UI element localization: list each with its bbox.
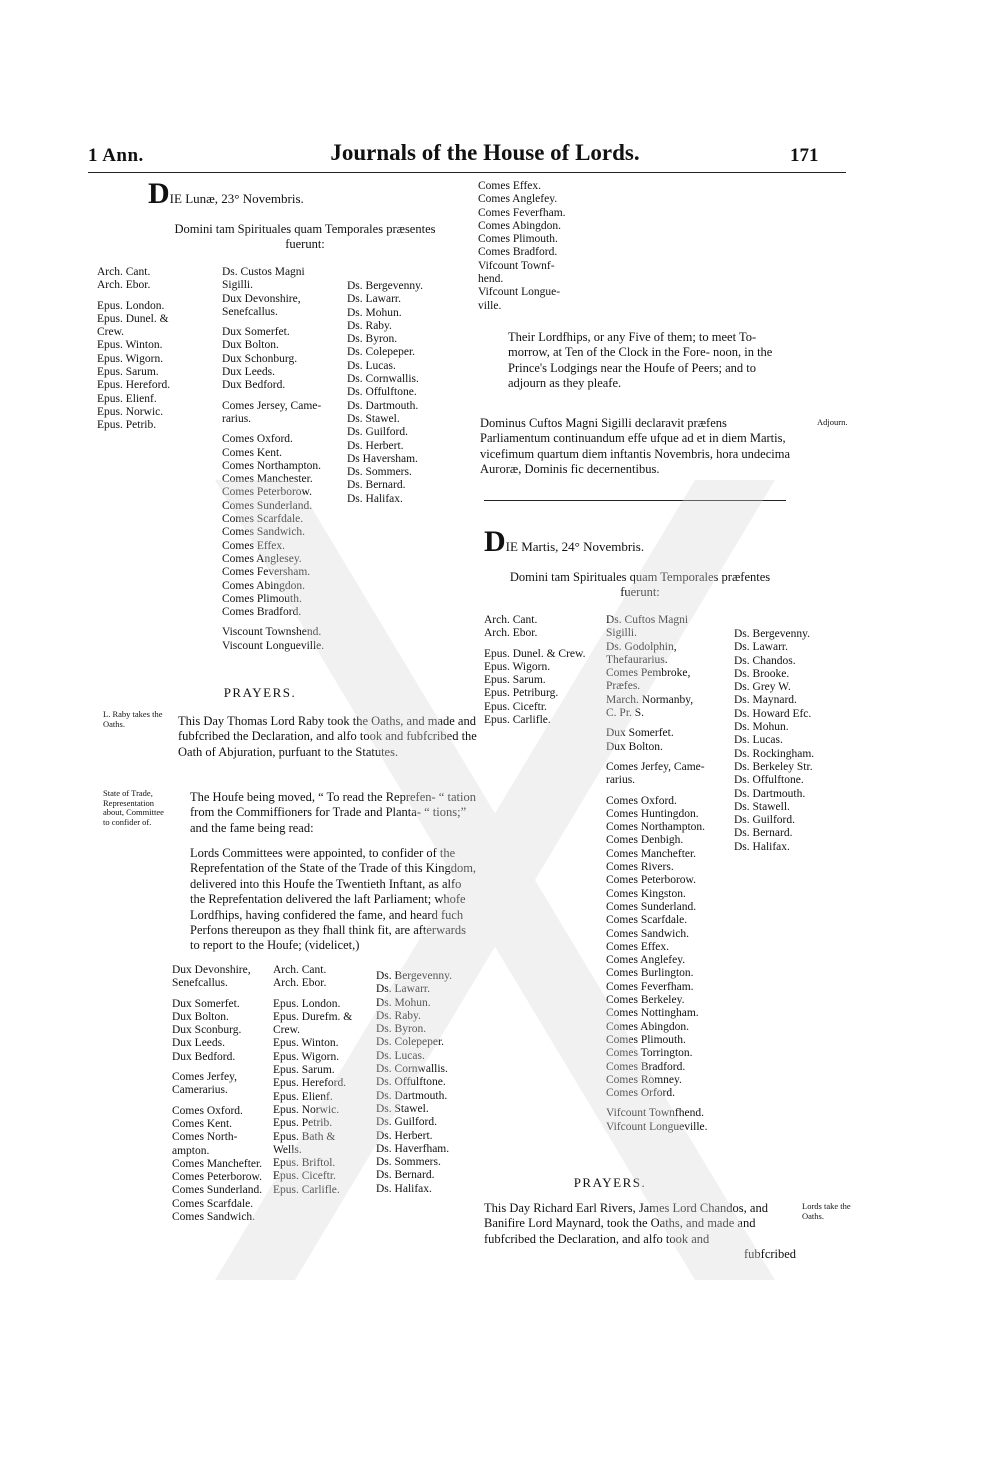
list-entry: Epus. Bath & <box>273 1130 336 1143</box>
list-entry: Vifcount Townf- <box>478 259 555 272</box>
list-entry: Ds. Herbert. <box>376 1129 433 1142</box>
list-entry: Epus. Carlifle. <box>273 1183 340 1196</box>
list-entry: Comes Sandwich. <box>606 927 690 940</box>
list-entry <box>172 1064 262 1071</box>
day1-present-line2: fuerunt: <box>285 237 325 252</box>
list-entry: Ds. Cornwallis. <box>376 1063 448 1076</box>
list-entry: Comes Anglefey. <box>606 954 686 967</box>
journal-title: Journals of the House of Lords. <box>330 140 640 165</box>
committee-col2 <box>273 964 352 1197</box>
day1-attendance-col1 <box>97 266 170 433</box>
list-entry: Ds. Maynard. <box>734 694 797 707</box>
list-entry: Comes Nottingham. <box>606 1007 699 1020</box>
list-entry: Comes Bradford. <box>478 246 558 259</box>
list-entry: Comes Scarfdale. <box>172 1197 254 1210</box>
list-entry: ville. <box>478 299 502 312</box>
list-entry: Dux Bolton. <box>222 339 279 352</box>
list-entry: Ds. Brooke. <box>734 667 790 680</box>
list-entry: Ds. Haverfham. <box>376 1142 450 1155</box>
day2-attendance-col2 <box>606 614 708 1134</box>
list-entry: Senefcallus. <box>172 977 228 990</box>
list-entry: Crew. <box>97 326 125 339</box>
list-entry: Epus. London. <box>97 299 165 312</box>
list-entry <box>222 619 324 626</box>
list-entry: Epus. Petrib. <box>273 1117 333 1130</box>
list-entry: Ds. Raby. <box>347 319 392 332</box>
list-entry: Ds. Sommers. <box>347 466 412 479</box>
day1-present <box>130 222 480 253</box>
list-entry: Ds. Halifax. <box>376 1182 432 1195</box>
list-entry <box>222 426 324 433</box>
list-entry: Arch. Cant. <box>273 964 327 976</box>
list-entry: Dux Sconburg. <box>172 1024 242 1037</box>
list-entry <box>606 788 708 795</box>
list-entry: Ds. Bernard. <box>734 827 793 840</box>
list-entry <box>222 393 324 400</box>
list-entry: Comes Feverfham. <box>478 206 566 219</box>
list-entry: Epus. Norwic. <box>97 405 164 418</box>
list-entry: Comes Plimouth. <box>222 592 302 605</box>
list-entry: Ds. Herbert. <box>347 439 404 452</box>
list-entry: Vifcount Longueville. <box>606 1120 708 1133</box>
list-entry: Comes Peterborow. <box>606 874 696 887</box>
list-entry: Comes Pembroke, <box>606 667 691 680</box>
list-entry: Dux Schonburg. <box>222 352 298 365</box>
day2-present-line2: fuerunt: <box>620 585 660 600</box>
list-entry: Crew. <box>273 1024 301 1037</box>
list-entry: Ds. Offulftone. <box>376 1076 446 1089</box>
list-entry: Ds. Colepeper. <box>347 346 416 359</box>
list-entry: Comes Oxford. <box>606 794 677 807</box>
list-entry: Dux Bedford. <box>222 379 286 392</box>
section-rule <box>484 500 786 501</box>
list-entry: Wells. <box>273 1143 302 1156</box>
list-entry: Dux Devonshire, <box>172 964 251 976</box>
list-entry: Vifcount Longue- <box>478 286 561 299</box>
list-entry: Dux Somerfet. <box>222 326 290 339</box>
list-entry: Epus. Winton. <box>97 339 163 352</box>
list-entry: C. Pr. S. <box>606 707 645 720</box>
list-entry: Ds. Lucas. <box>734 734 783 747</box>
list-entry: Comes Berkeley. <box>606 994 685 1007</box>
list-entry: Epus. Hereford. <box>273 1077 347 1090</box>
list-entry <box>222 319 324 326</box>
list-entry: Ds. Byron. <box>347 333 398 346</box>
committee-col3 <box>376 970 452 1196</box>
raby-paragraph: This Day Thomas Lord Raby took the Oaths, and made and fubfcribed the Declaration, and alfo took and fubfcribed the Oath of Abjuration, purfuant to the Statutes. <box>178 714 477 759</box>
list-entry: Comes Kingston. <box>606 887 686 900</box>
list-entry: Epus. Durefm. & <box>273 1010 353 1023</box>
list-entry: Comes Sunderland. <box>606 900 697 913</box>
list-entry: Comes Anglefey. <box>478 193 558 206</box>
list-entry: Ds. Grey W. <box>734 681 791 694</box>
committee-paragraph: Lords Committees were appointed, to confider of the Reprefentation of the State of the Trade of this Kingdom, delivered into this Houfe the Twentieth Inftant, as alfo the Reprefentation delivered the laft Parliament; whofe Lordfhips, having confidered the fame, and heard fuch Perfons thereupon as they fhall think fit, are afterwards to report to the Houfe; (videlicet,) <box>190 846 477 953</box>
list-entry: Epus. Winton. <box>273 1037 339 1050</box>
list-entry: Ds. Halifax. <box>347 492 403 505</box>
trade-paragraph: The Houfe being moved, “ To read the Reprefen- “ tation from the Commiffioners for Trade and Planta- “ tions;” and the fame being read: <box>190 790 476 835</box>
list-entry: Comes Jerfey, Came- <box>606 760 705 773</box>
list-entry: Camerarius. <box>172 1084 228 1097</box>
list-entry: Comes Feverfham. <box>606 980 694 993</box>
list-entry: Ds. Bernard. <box>347 479 406 492</box>
meeting-paragraph: Their Lordfhips, or any Five of them; to meet To-morrow, at Ten of the Clock in the Fore- noon, in the Prince's Lodgings near the Houfe of Peers; and to adjourn as they pleafe. <box>508 330 773 391</box>
list-entry: Comes Oxford. <box>172 1104 243 1117</box>
list-entry: Arch. Ebor. <box>484 627 538 640</box>
list-entry: Epus. Petrib. <box>97 419 157 432</box>
list-entry: Epus. Wigorn. <box>273 1050 340 1063</box>
list-entry: Comes Abingdon. <box>606 1020 690 1033</box>
raby-margin-note: L. Raby takes the Oaths. <box>103 709 163 729</box>
day2-present-line1: Domini tam Spirituales quam Temporales præfentes <box>509 570 771 584</box>
list-entry: Epus. Elienf. <box>273 1090 333 1103</box>
header-rule <box>88 172 846 173</box>
list-entry: Comes Torrington. <box>606 1047 693 1060</box>
committee-continuation <box>478 180 566 313</box>
list-entry <box>97 293 170 300</box>
list-entry: Epus. London. <box>273 997 341 1010</box>
list-entry: Epus. Hereford. <box>97 379 171 392</box>
list-entry: Ds. Bergevenny. <box>734 628 811 640</box>
list-entry <box>172 1098 262 1105</box>
list-entry: Dux Bolton. <box>606 740 663 753</box>
list-entry: Epus. Briftol. <box>273 1157 336 1170</box>
list-entry: Ds. Godolphin, <box>606 640 677 653</box>
list-entry: rarius. <box>222 412 252 425</box>
list-entry: Epus. Dunel. & Crew. <box>484 647 586 660</box>
list-entry: Ds. Colepeper. <box>376 1036 445 1049</box>
list-entry: Comes Huntingdon. <box>606 807 699 820</box>
list-entry: Comes Scarfdale. <box>606 914 688 927</box>
day2-prayers: PRAYERS. <box>573 1175 647 1190</box>
list-entry: Ds. Dartmouth. <box>347 399 419 412</box>
list-entry: Epus. Wigorn. <box>484 660 551 673</box>
list-entry: Comes Northampton. <box>222 459 322 472</box>
list-entry: Comes Manchester. <box>222 473 313 486</box>
list-entry: Comes Peterborow. <box>172 1171 262 1184</box>
list-entry: Epus. Ciceftr. <box>273 1170 336 1183</box>
list-entry: Ds. Stawell. <box>734 800 790 813</box>
list-entry: Ds. Offulftone. <box>734 774 804 787</box>
list-entry: Comes Effex. <box>606 940 670 953</box>
list-entry: Epus. Elienf. <box>97 392 157 405</box>
list-entry: Comes Bradford. <box>222 606 302 619</box>
list-entry: Dux Leeds. <box>172 1037 226 1050</box>
list-entry <box>606 1100 708 1107</box>
list-entry: Comes Jerfey, <box>172 1071 238 1084</box>
list-entry: Arch. Cant. <box>97 266 151 278</box>
list-entry: Comes Plimouth. <box>606 1033 686 1046</box>
list-entry: Viscount Townshend. <box>222 626 322 639</box>
list-entry: Arch. Cant. <box>484 614 538 626</box>
list-entry: Ds. Dartmouth. <box>376 1089 448 1102</box>
list-entry: Comes North- <box>172 1131 238 1144</box>
list-entry: Comes Manchefter. <box>606 847 697 860</box>
day1-attendance-col2 <box>222 266 324 653</box>
list-entry: Arch. Ebor. <box>273 977 327 990</box>
list-entry: Ds. Rockingham. <box>734 747 815 760</box>
day2-attendance-col1 <box>484 614 585 727</box>
list-entry: Comes Rivers. <box>606 861 674 874</box>
list-entry: Ds. Lawarr. <box>376 983 430 996</box>
list-entry: Ds. Mohun. <box>734 721 789 734</box>
list-entry: Dux Bolton. <box>172 1010 229 1023</box>
list-entry: Ds Haversham. <box>347 452 418 465</box>
list-entry: Epus. Sarum. <box>273 1064 335 1077</box>
list-entry: Epus. Norwic. <box>273 1103 340 1116</box>
list-entry: Epus. Sarum. <box>484 674 546 687</box>
list-entry: Viscount Longueville. <box>222 639 325 652</box>
list-entry: Dux Bedford. <box>172 1050 236 1063</box>
list-entry: Comes Sandwich. <box>222 526 306 539</box>
oaths-paragraph: This Day Richard Earl Rivers, James Lord Chandos, and Banifire Lord Maynard, took the Oaths, and made and fubfcribed the Declaration, and alfo took and <box>484 1201 768 1246</box>
day1-attendance-col3 <box>347 280 423 506</box>
list-entry: Comes Scarfdale. <box>222 513 304 526</box>
list-entry: Dux Leeds. <box>222 366 276 379</box>
list-entry: Vifcount Townfhend. <box>606 1107 704 1120</box>
list-entry: Præfes. <box>606 680 641 693</box>
list-entry: Ds. Chandos. <box>734 654 796 667</box>
list-entry: Ds. Lucas. <box>376 1049 425 1062</box>
day1-heading-text: IE Lunæ, 23° Novembris. <box>169 191 304 206</box>
list-entry: Ds. Bergevenny. <box>376 970 453 982</box>
day1-present-line1: Domini tam Spirituales quam Temporales præsentes <box>174 222 436 236</box>
list-entry: Comes Feversham. <box>222 566 311 579</box>
day1-heading <box>148 177 304 210</box>
list-entry <box>484 641 585 648</box>
day1-prayers: PRAYERS. <box>223 685 297 700</box>
list-entry: hend. <box>478 273 504 286</box>
list-entry: Comes Anglesey. <box>222 552 302 565</box>
list-entry: Ds. Cornwallis. <box>347 373 419 386</box>
list-entry: Ds. Cuftos Magni <box>606 614 689 626</box>
day2-dropcap: D <box>484 525 506 558</box>
list-entry: rarius. <box>606 774 636 787</box>
list-entry: Epus. Ciceftr. <box>484 700 547 713</box>
day1-dropcap: D <box>148 177 170 210</box>
adjourn-paragraph: Dominus Cuftos Magni Sigilli declaravit præfens Parliamentum continuandum effe ufque ad et in diem Martis, vicefimum quartum diem inftantis Novembris, hora undecima Auroræ, Dominis fic decernentibus. <box>480 416 790 477</box>
list-entry: Comes Abingdon. <box>222 579 306 592</box>
list-entry: Comes Burlington. <box>606 967 694 980</box>
list-entry: ampton. <box>172 1144 210 1157</box>
list-entry: Comes Kent. <box>172 1117 233 1130</box>
day2-present <box>470 570 810 601</box>
list-entry <box>606 754 708 761</box>
list-entry: Ds. Stawel. <box>376 1102 429 1115</box>
list-entry: Comes Romney. <box>606 1073 682 1086</box>
list-entry: Epus. Sarum. <box>97 366 159 379</box>
list-entry: Comes Sandwich. <box>172 1211 256 1224</box>
committee-col1 <box>172 964 262 1224</box>
list-entry: Ds. Offulftone. <box>347 386 417 399</box>
list-entry: Arch. Ebor. <box>97 279 151 292</box>
day2-heading-text: IE Martis, 24° Novembris. <box>505 539 645 554</box>
list-entry: Comes Bradford. <box>606 1060 686 1073</box>
list-entry: Comes Sunderland. <box>222 499 313 512</box>
list-entry: Ds. Lawarr. <box>347 293 401 306</box>
list-entry: Epus. Carlifle. <box>484 714 551 727</box>
list-entry: Comes Abingdon. <box>478 219 562 232</box>
list-entry: Dux Somerfet. <box>606 727 674 740</box>
list-entry: Ds. Stawel. <box>347 412 400 425</box>
trade-margin-note: State of Trade, Representation about, Committee to confider of. <box>103 788 164 827</box>
list-entry: Ds. Howard Efc. <box>734 707 812 720</box>
list-entry: Comes Sunderland. <box>172 1184 263 1197</box>
list-entry <box>606 720 708 727</box>
list-entry: Comes Effex. <box>222 539 286 552</box>
regnal-year: 1 Ann. <box>88 145 144 166</box>
list-entry: Comes Denbigh. <box>606 834 684 847</box>
list-entry: Sigilli. <box>222 279 253 292</box>
day2-attendance-col3 <box>734 628 814 854</box>
page-number: 171 <box>790 145 819 166</box>
day2-heading <box>484 525 645 558</box>
list-entry <box>172 991 262 998</box>
list-entry: Dux Somerfet. <box>172 997 240 1010</box>
list-entry: Comes Oxford. <box>222 433 293 446</box>
list-entry: Ds. Lawarr. <box>734 641 788 654</box>
list-entry: Comes Kent. <box>222 446 283 459</box>
list-entry <box>273 991 352 998</box>
oaths-last-word: fubfcribed <box>744 1247 797 1261</box>
list-entry: Comes Peterborow. <box>222 486 312 499</box>
list-entry: Senefcallus. <box>222 305 278 318</box>
list-entry: Epus. Wigorn. <box>97 352 164 365</box>
list-entry: Epus. Dunel. & <box>97 312 169 325</box>
list-entry: Ds. Lucas. <box>347 359 396 372</box>
list-entry: Ds. Halifax. <box>734 840 790 853</box>
list-entry: Ds. Guilford. <box>376 1116 438 1129</box>
list-entry: Ds. Guilford. <box>734 814 796 827</box>
list-entry: Comes Plimouth. <box>478 233 558 246</box>
list-entry: Ds. Guilford. <box>347 426 409 439</box>
list-entry: Comes Jersey, Came- <box>222 399 322 412</box>
list-entry: March. Normanby, <box>606 693 694 706</box>
oaths-margin-note: Lords take the Oaths. <box>802 1201 851 1221</box>
list-entry: Comes Effex. <box>478 180 542 192</box>
list-entry: Comes Northampton. <box>606 821 706 834</box>
list-entry: Ds. Bernard. <box>376 1169 435 1182</box>
list-entry: Ds. Bergevenny. <box>347 280 424 292</box>
list-entry: Sigilli. <box>606 627 637 640</box>
list-entry: Ds. Custos Magni <box>222 266 305 278</box>
list-entry: Ds. Mohun. <box>347 306 402 319</box>
adjourn-margin-note: Adjourn. <box>817 417 848 427</box>
list-entry: Ds. Byron. <box>376 1023 427 1036</box>
list-entry: Thefaurarius. <box>606 653 668 666</box>
list-entry: Ds. Mohun. <box>376 996 431 1009</box>
list-entry: Epus. Petriburg. <box>484 687 559 700</box>
list-entry: Ds. Berkeley Str. <box>734 760 813 773</box>
list-entry: Ds. Raby. <box>376 1009 421 1022</box>
list-entry: Comes Manchefter. <box>172 1157 263 1170</box>
list-entry: Ds. Sommers. <box>376 1156 441 1169</box>
list-entry: Ds. Dartmouth. <box>734 787 806 800</box>
list-entry: Comes Orford. <box>606 1087 675 1100</box>
list-entry: Dux Devonshire, <box>222 292 301 305</box>
